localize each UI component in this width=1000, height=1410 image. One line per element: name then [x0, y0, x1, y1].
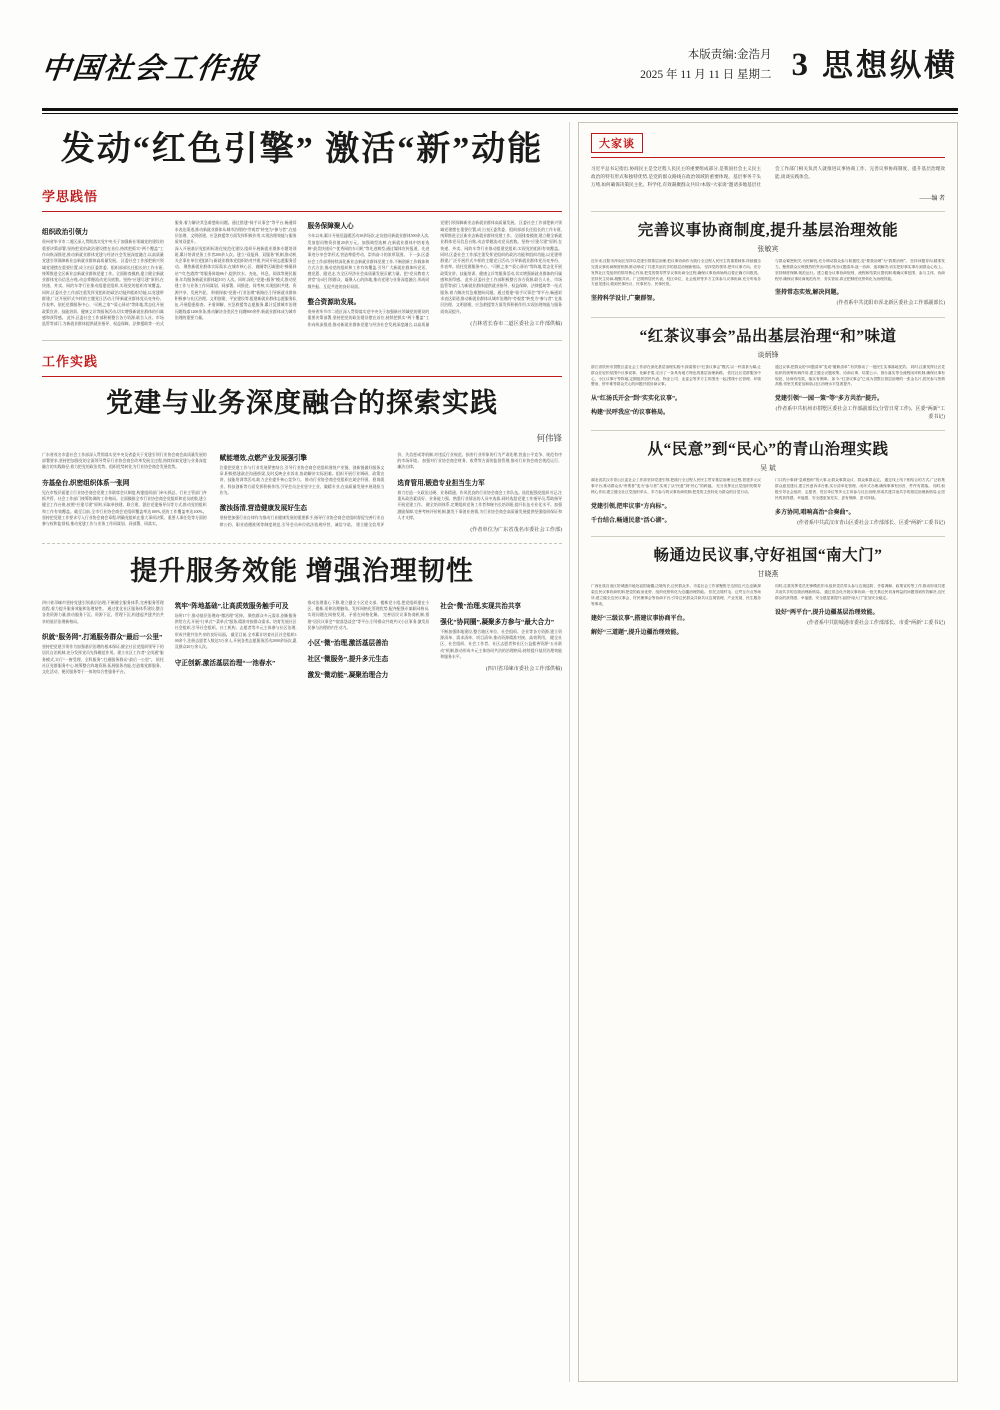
article2-text-2: 注重把党建工作与行业发展紧密结合,引导行业协会商会党组织围绕产业链、创新链做好服务文章,积极搭建政企沟通桥梁,及时反映企业诉求,协助解决实际困难。组织开展行业调研、政策宣讲、技能培训等活动,助力企业提升核心竞争力。 推动行业协会商会党组织在助企纾困、稳岗就业、科技创新等方面发挥积极作用,引导会员企业坚守主业、做精专业,在高质量发展中展现担当作为。 — [219, 465, 385, 495]
right-divider-0 — [591, 211, 945, 212]
article1-text-4: 贵州省毕节市二道区深入贯彻落实党中央关于加强新社领域党的建设的重要决策部署,坚持把党的政治建设摆在首位,持续把抓实“两个覆盖”工作向纵深推进,推动新就业群体党建与经济社会发展深度融合,以高质量党建引领保障新业态新就业群体高质量发展。 区委社会工作部把新兴领域党建摆在重要位置,成立由区委常委、组织部部长任组长的工作专班,统筹推进全区新业态新就业群体党建工作。全面排查摸底,建立健全新就业群体党员信息台账,动态掌握流动党员底数。坚持“应建尽建”原则,在快递、外卖、网约车等行业推动组建党组织,实现党的组织有效覆盖。 同时,区委社会工作部注重发挥党组织的政治功能和组织功能,以党建带群建,广泛开展形式多样的主题党日活动,引导新就业群体党员亮身份、作表率。依托党群服务中心、“司机之家”“爱心驿站”等阵地,常态化开展政策宣讲、技能培训、健康义诊等服务活动,切实增强新就业群体的归属感和获得感。 此外,区委社会工作部积极整合各方资源,联合人社、市场监管等部门,为新就业群体提供就业指导、权益保障、法律援助等一站式服务,着力解决其急难愁盼问题。通过搭建“骑手议事会”等平台,畅通诉求表达渠道,推动新就业群体从城市治理的“旁观者”转变为“参与者”,在基层治理、文明创建、应急救援等方面发挥积极作用,实现治理效能与服务质效双提升。 — [307, 221, 562, 327]
article-service-efficiency — [42, 553, 562, 679]
right-divider-1 — [591, 317, 945, 318]
article3-subhead-7: 强化“协同圈”,凝聚多方参与“最大合力” — [440, 618, 554, 626]
editorial-sign: ——编 者 — [919, 196, 945, 203]
article1-kicker: 学思践悟 — [42, 189, 99, 205]
article2-text-1: 见在市级层面建立行业协会商会党建工作联席会议制度,构建组织部门牵头抓总、行业主管部门齐抓共管、社会工作部门统筹协调的工作格局。全面摸排全市行业协会商会党组织和党员底数,建立健全工作台账,按照“应建尽建”原则,采取单独建、联合建、派驻党建指导员等方式,推动党的组织和工作有效覆盖。截至目前,全市行业协会商会党组织覆盖率达100%,党的工作覆盖率达100%。 坚持把党建工作要求写入行业协会商会章程,明确党组织在重大事项决策、重要人事任免等方面的参与权和监督权,推动党建工作与业务工作同谋划、同部署、同落实。 — [42, 490, 207, 527]
masthead-meta — [640, 46, 771, 85]
item1-byline: 谈炳锋 — [757, 350, 779, 359]
item3-body — [591, 584, 945, 636]
article1-subhead-2: 整合资源助发展。 — [307, 299, 361, 307]
article1-source: (吉林省长春市二道区委社会工作部供稿) — [470, 321, 562, 328]
article2-subhead-1: 赋能增效,点燃产业发展强引擎 — [219, 454, 308, 462]
masthead-divider — [42, 108, 958, 111]
item1-body — [591, 365, 945, 422]
item1-subhead-2: 党建引领“一园一策”等“多方共治”提升。 — [775, 396, 884, 403]
right-column-dajiatan — [578, 122, 958, 1382]
article3-subhead-6: 社会“微”治理,实现共治共享 — [440, 602, 522, 610]
article2-byline: 何伟锋 — [536, 432, 562, 443]
section-divider-1 — [42, 340, 562, 341]
dajiatan-item-0 — [591, 220, 945, 308]
item2-text-1: 湖北省武汉市青山区委社会工作部坚持党建引领,把践行全过程人民民主贯穿基层治理全过程,搭建多元议事平台,推动群众从“旁观者”变为“参与者”,实现了从“民意”到“民心”的跨越。 充分发挥社区党组织的领导核心作用,建立健全社区党组织牵头、多方参与的议事协商机制,把党的主张转化为群众的自觉行动。 — [591, 478, 761, 494]
article3-subhead-5: 激发“微动能”,凝聚治理合力 — [307, 672, 389, 680]
dajiatan-item-1 — [591, 326, 945, 421]
right-divider-2 — [591, 430, 945, 431]
article2-lead: 广东省茂名市委社会工作部深入贯彻落实党中央及省委关于党建引领行业协会商会高质量发展的部署要求,坚持把加强党的全面领导贯穿行业协会商会改革发展全过程,持续探索党建与业务深度融合的实践路径,着力把党的政治优势、组织优势转化为行业协会商会发展优势。 — [42, 452, 207, 470]
masthead-right — [640, 46, 958, 85]
article2-headline: 党建与业务深度融合的探索实践 — [106, 388, 498, 419]
editorial-note: 习近平总书记指出,协商民主是全过程人民民主的重要组成部分,是我国社会主义民主政治的特有形式和独特优势,是党的群众路线在政治领域的重要体现。基层事务千头万绪,如何确保决策民主化、科学化,有效凝聚群众共识?本版“大家谈”邀请多地基层社会工作部门相关负责人就推进议事协商工作、完善议事协商制度、提升基层治理效能,谈谈实践体会。 — [591, 166, 945, 188]
section-title: 思想纵横 — [822, 48, 958, 84]
article2-body — [42, 452, 562, 534]
article1-body — [42, 220, 562, 328]
article3-subhead-0: 织就“服务网”,打通服务群众“最后一公里” — [42, 633, 163, 641]
item3-byline: 甘晓燕 — [757, 569, 779, 578]
article1-subhead-0: 组织政治引领力 — [42, 229, 89, 237]
article2-kicker-wrap — [42, 351, 562, 377]
item1-text-2: 通过议事,把群众的“问题清单”变成“履职清单”,有效推动了一批民生实事落地见效。 同时,注重发挥社区党组织的统筹协调作用,建立健全议题收集、协商议事、结果公示、督办落实等全流程闭环机制,确保议事有规范、协商有结果、落实有保障。 如今,“红茶议事会”已成为拱墅区基层治理的一张金名片,居民参与热情高涨,邻里关系更加和谐,社区治理水平显著提升。 — [775, 364, 945, 387]
item0-text-2: 与群众紧密相关,为民解忧,充分调动群众参与积极性,变“要我治理”为“我要治理”。 坚持问题导向,精准发力。聚焦群众反映强烈的突出问题,列出议题清单,逐一协商、逐项解决,切实把好事实事办到群众心坎上。 坚持制度保障,规范运行。建立健全议事协商规则、流程和结果反馈机制,明确议事范围、参与主体、协商程序,确保议事协商规范有序、务实管用,真正把制度优势转化为治理效能。 — [775, 258, 945, 281]
item2-body — [591, 478, 945, 527]
item0-body — [591, 259, 945, 308]
article3-subhead-4: 社区“微服务”,提升多元生态 — [307, 656, 389, 664]
article-learn-practice — [42, 128, 562, 328]
article2-subhead-3: 选育管用,锻造专业担当生力军 — [397, 479, 485, 487]
item2-text-2: 门口的小事到“急难愁盼”的大事,让群众事群众议、群众事群众定。 通过线上线下相结合的方式,广泛收集群众意见建议,建立民意诉求台账,实行清单化管理、闭环式办理,确保事事有回音、件件有着落。 同时,积极引导社会组织、志愿者、驻区单位等多元主体参与社区治理,形成共建共治共享的基层治理新格局,让居民的获得感、幸福感、安全感更加充实、更有保障、更可持续。 — [775, 478, 945, 500]
article2-text-3: 坚持把加强行业自律作为推动行业健康发展的重要抓手,指导行业协会商会党组织督促完善行业自律公约、职业道德准则等制度规范,引导会员单位依法依规经营、诚信守诺。 建立健全信用评价、失信惩戒等机制,对违反行业规范、损害行业形象的行为严肃处理,营造公平竞争、规范有序的市场环境。 加强对行业协会商会财务、收费等方面的监督管理,推动行业协会商会规范运行、廉洁自律。 — [219, 452, 562, 527]
article2-subhead-0: 夯基垒台,织密组织体系一张网 — [42, 479, 130, 487]
article1-text-1: 贵州省毕节市二道区深入贯彻落实党中央关于加强新社领域党的建设的重要决策部署,坚持把党的政治建设摆在首位,持续把抓实“两个覆盖”工作向纵深推进,推动新就业群体党建与经济社会发展深度融合,以高质量党建引领保障新业态新就业群体高质量发展。 区委社会工作部把新兴领域党建摆在重要位置,成立由区委常委、组织部部长任组长的工作专班,统筹推进全区新业态新就业群体党建工作。全面排查摸底,建立健全新就业群体党员信息台账,动态掌握流动党员底数。坚持“应建尽建”原则,在快递、外卖、网约车等行业推动组建党组织,实现党的组织有效覆盖。 同时,区委社会工作部注重发挥党组织的政治功能和组织功能,以党建带群建,广泛开展形式多样的主题党日活动,引导新就业群体党员亮身份、作表率。依托党群服务中心、“司机之家”“爱心驿站”等阵地,常态化开展政策宣讲、技能培训、健康义诊等服务活动,切实增强新就业群体的归属感和获得感。 此外,区委社会工作部积极整合各方资源,联合人社、市场监管等部门,为新就业群体提供就业指导、权益保障、法律援助等一站式服务,着力解决其急难愁盼问题。通过搭建“骑手议事会”等平台,畅通诉求表达渠道,推动新就业群体从城市治理的“旁观者”转变为“参与者”,在基层治理、文明创建、应急救援等方面发挥积极作用,实现治理效能与服务质效双提升。 — [42, 221, 297, 327]
date-line: 2025 年 11 月 11 日 星期二 — [640, 68, 772, 81]
article3-lead: 四川省邛崃市坚持党建引领基层治理,不断健全服务体系,完善服务管理流程,着力提升服务效能和治理韧性。 通过优化社区服务体系建设,整合各类资源力量,推动服务下沉、资源下沉、管理下沉,构建起共建共治共享的基层治理新格局。 — [42, 600, 164, 624]
dajiatan-item-2 — [591, 439, 945, 527]
article2-kicker: 工作实践 — [42, 354, 99, 370]
article1-headline: 发动“红色引擎” 激活“新”动能 — [60, 131, 544, 168]
item1-source: (作者系中共杭州市拱墅区委社会工作部副部长(分管日常工作)、区委“两新”工委书记) — [775, 407, 945, 420]
item2-headline: 从“民意”到“民心”的青山治理实践 — [647, 441, 889, 459]
item2-subhead-0: 党建引领,把牢议事“方向标”。 — [591, 503, 671, 510]
article3-text-1: 坚持把党建引领作为加强基层治理的根本保证,健全社区党组织领导下的居民自治机制,充分发挥党员先锋模范作用。建立社区工作者“全岗通”服务模式,实行“一窗受理、全科服务”,打通服务群众“最后一公里”。 依托社区党群服务中心,统筹整合阵地资源,拓展服务功能,打造集党群服务、文化活动、便民服务等于一体的综合性服务平台。 — [42, 644, 164, 675]
article2-subhead-2: 激浊扬清,营造健康发展好生态 — [219, 505, 308, 513]
item3-source: (作者系中共防城港市委社会工作部部长、市委“两新”工委书记) — [807, 620, 945, 626]
left-column — [42, 122, 562, 1382]
article3-subhead-2: 守正创新,激活基层治理“一池春水” — [174, 659, 276, 667]
item0-byline: 张敏宾 — [757, 244, 779, 253]
article3-text-3: 推动治理重心下移,建立健全小区党支部、楼栋党小组,把党组织建在小区、楼栋,延伸治理触角。发挥网格化管理优势,配齐配强专兼职网格员,实现问题在网格发现、矛盾在网格化解。 完善居民议事协商机制,搭建“居民议事会”“院落恳谈会”等平台,引导群众共商共议小区事务,激发居民参与治理的内生动力。 — [307, 600, 430, 630]
item0-headline: 完善议事协商制度,提升基层治理效能 — [637, 222, 899, 240]
item3-subhead-2: 设好“两平台”,提升边疆基层治理效能。 — [775, 609, 879, 616]
article2-source: (作者单位为广东省茂名市委社会工作部) — [470, 527, 562, 534]
item3-text-2: 同时,注重发挥党员先锋模范作用,组织党员带头参与边境巡防、矛盾调解、政策宣传等工作,推动形成共建共治共享的边境治理新格局。 通过常态化开展议事协商,一批关系边民切身利益的问题得到有效解决,边民群众的获得感、幸福感、安全感显著提升,祖国“南大门”更加安全稳定。 — [775, 583, 945, 600]
article3-text-4: 不断加强阵地建设,整合辖区单位、社会组织、企业等各方资源,建立资源清单、需求清单、项目清单,推动资源精准对接、高效利用。 健全社区、社会组织、社会工作者、社区志愿者和社区公益慈善资源“五社联动”机制,推动形成多元主体协同共治的治理格局,持续提升基层治理效能和服务水平。 — [440, 629, 562, 659]
article3-headline: 提升服务效能 增强治理韧性 — [130, 556, 474, 587]
article1-text-3: 今年以来,累计开展送温暖活动30余场次,走访慰问新就业群体500余人次,发放慰问物资价值20余万元。加强典型选树,在新就业群体中培育选树“最美快递员”“优秀网约车司机”等先进典型,通过媒体宣传报道、先进事迹分享会等形式,营造尊重劳动、崇尚奋斗的浓厚氛围。 下一步,区委社会工作部将持续深化新业态新就业群体党建工作,不断创新工作载体和方式方法,推动党的组织和工作有效覆盖,引导广大新就业群体听党话、感党恩、跟党走,为全区经济社会高质量发展贡献力量。把“党员教育大讲堂”办成引领群众、凝聚人心的阵地,推动党建与业务深度融合,形成同频共振、互促共进的良好局面。 — [307, 234, 430, 289]
right-kicker-wrap — [591, 133, 945, 158]
article1-kicker-wrap — [42, 186, 562, 212]
article-work-practice — [42, 351, 562, 533]
masthead — [42, 46, 958, 104]
right-divider-3 — [591, 536, 945, 537]
item3-headline: 畅通边民议事,守好祖国“南大门” — [653, 547, 883, 565]
item1-subhead-0: 从“红汤氏开会”到“实实化议事”。 — [591, 396, 682, 403]
article2-kicker-rule — [42, 376, 562, 377]
article3-subhead-3: 小区“微”治理,激活基层善治 — [307, 640, 389, 648]
editor-line: 本版责编:金浩月 — [687, 49, 772, 61]
item2-byline: 吴 斌 — [760, 464, 776, 473]
dajiatan-item-3 — [591, 545, 945, 635]
item2-subhead-2: 多方协同,唱响高治“合奏曲”。 — [775, 509, 855, 516]
item2-source: (作者系中共武汉市青山区委社会工作部部长、区委“两新”工委书记) — [797, 520, 945, 526]
article3-subhead-1: 筑牢“阵地基础”,让高质效服务触手可及 — [174, 602, 289, 610]
item0-text-1: 近年来,沈阳市浑南区坚持以党建引领基层治理,把议事协商作为践行全过程人民民主的重要载体,持续健全完善议事协商制度机制,推动形成了共建共治共享的基层治理新格局。 坚持党的领导,把牢议事方向。充分发挥社区党组织的领导核心作用,把党的领导贯穿议事协商全过程,确保议事协商始终沿着正确方向推进。 坚持民主协商,凝聚共识。广泛吸纳居民代表、驻区单位、社会组织等多方主体参与议事协商,充分听取各方意见建议,做到民事民议、民事民办、民事民管。 — [591, 258, 761, 287]
item2-subhead-1: 千台结合,畅通民意“活心湖”。 — [591, 517, 671, 524]
page-number: 3 — [791, 47, 808, 84]
item1-subhead-1: 构建“民呼我应”的议事格局。 — [591, 410, 670, 417]
item1-text-1: 浙江省杭州市拱墅区委社会工作部在深化基层治理实践中,探索推行“红茶议事会”模式,以一杯清茶为媒,让群众在轻松氛围中议事说事、化解矛盾,走出了一条具有地方特色的基层治理新路。 依托社区党群服务中心、小区议事厅等阵地,定期组织居民代表、物业公司、业委会等多方主体围坐一起,围绕小区管理、环境整治、停车难等群众关心的问题开展协商议事。 — [591, 364, 761, 387]
article3-body — [42, 600, 562, 680]
column-divider — [569, 122, 570, 1382]
article1-text-2: 深入开展基层党组织标准化规范化建设,组织开展新就业群体专题培训班,累计培训党务工作者200余人次。建立“双报到、双服务”机制,推动机关企事业单位党组织与新就业群体党组织结对共建,共同开展志愿服务活动。 聚焦新就业群体实际需求,在城市核心区、商圈等区域建成“蜂巢驿站”“红色港湾”等服务阵地86个,提供饮水、充电、休息、阅读等便民服务,年均服务新就业群体超10万人次。同时,深化“党建+服务”模式,推动党建工作与业务工作同谋划、同部署、同推进、同考核,实现组织共建、资源共享、发展共促。 积极探索“党建+行业治理”新路径,引导新就业群体积极参与社区治理、文明创建、平安建设等,组建新就业群体志愿服务队伍,开展隐患排查、矛盾调解、应急救援等志愿服务,累计反馈城市治理问题线索1200余条,推动解决各类民生问题800余件,新就业群体成为城市治理的重要力量。 — [174, 246, 297, 321]
item0-subhead-0: 坚持科学设计,广聚群智。 — [591, 296, 659, 303]
article3-source: (四川省邛崃市委社会工作部供稿) — [485, 666, 562, 673]
item0-subhead-1: 坚持常态实效,解决问题。 — [775, 290, 843, 297]
item3-subhead-0: 建好“三级议事”,搭建议事协商平台。 — [591, 615, 689, 622]
right-kicker: 大家谈 — [591, 133, 643, 153]
section-divider-2 — [42, 543, 562, 544]
item3-subhead-1: 解好“三道题”,提升边疆治理效能。 — [591, 629, 683, 636]
article3-text-2: 场所17个,推动基层治理向“微治理”延伸。 聚焦群众多元需求,创新服务供给方式,开展“订单式”“菜单式”服务,精准对接群众需求。培育发展社区社会组织,引导社会组织、社工机构、志愿者等多元主体参与社区治理,形成共建共治共享的良好局面。 截至目前,全市累计培育社区社会组织300余个,注册志愿者人数达5万余人,开展各类志愿服务活动2000余场次,惠及群众20万余人次。 — [174, 613, 297, 650]
paper-name: 中国社会工作报 — [40, 53, 261, 85]
item0-source: (作者系中共沈阳市浑北新区委社会工作部副部长) — [836, 301, 945, 307]
article1-kicker-rule — [42, 211, 562, 212]
article1-subhead-1: 服务保障聚人心 — [307, 223, 354, 231]
article2-text-4: 着力打造一支政治过硬、业务精通、作风优良的行业协会商会工作队伍。选优配强党组织书记,注重从政治素质好、业务能力强、熟悉行业情况的人员中选拔,同时选派党建工作指导员,帮助指导开展党建工作。 健全培训体系,定期组织党务工作者和秘书长培训班,提升队伍专业化水平。加强激励保障,完善考核评价机制,激发干事创业热情,为行业协会商会高质量发展提供坚强组织保证和人才支撑。 — [397, 490, 562, 520]
item3-text-1: 广西壮族自治区防城港市地处祖国南疆,边境线长,边民群众多。市委社会工作部聚焦守边固边兴边,创新探索边民议事协商机制,把党的政治优势、组织优势转化为边疆治理效能。 依托边境村屯、边贸互市点等场所,建立健全边民议事会、村民理事会等协商平台,引导边民群众共商共议边境管理、产业发展、民生服务等事项。 — [591, 583, 761, 606]
item1-headline: “红茶议事会”品出基层治理“和”味道 — [639, 327, 897, 345]
